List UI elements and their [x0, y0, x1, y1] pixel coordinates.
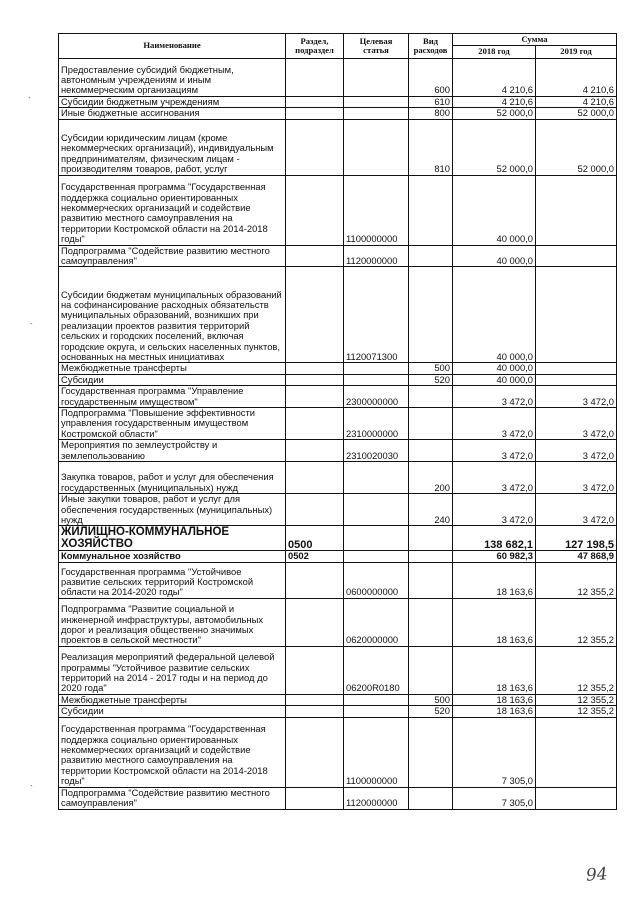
row-name: Субсидии юридическим лицам (кроме некоммерческих организаций), индивидуальным предпринимателям, физическим лицам - производителям товаров, работ, услуг: [59, 119, 286, 175]
row-section: [286, 374, 344, 385]
row-name: Закупка товаров, работ и услуг для обеспечения государственных (муниципальных) нужд: [59, 462, 286, 494]
table-row: [59, 267, 617, 363]
row-sum-2019: 12 355,2: [536, 646, 617, 694]
row-sum-2018: 52 000,0: [453, 119, 536, 175]
table-row: [59, 119, 617, 175]
row-sum-2018: 60 982,3: [453, 551, 536, 562]
row-sum-2018: 3 472,0: [453, 386, 536, 408]
margin-mark: `: [28, 96, 31, 106]
row-kind: [409, 386, 453, 408]
row-name: Предоставление субсидий бюджетным, автономным учреждениям и иным некоммерческим организациям: [59, 58, 286, 96]
row-section: [286, 108, 344, 119]
margin-mark: `: [30, 322, 33, 332]
table-row: [59, 562, 617, 598]
row-target: [344, 526, 409, 551]
table-row: [59, 175, 617, 245]
row-target: [344, 363, 409, 374]
row-kind: 500: [409, 694, 453, 705]
row-kind: 610: [409, 96, 453, 107]
table-row: [59, 440, 617, 462]
row-kind: [409, 245, 453, 267]
row-name: Государственная программа "Устойчивое развитие сельских территорий Костромской области на 2014-2020 годы": [59, 562, 286, 598]
table-row: [59, 408, 617, 440]
row-name: Подпрограмма "Содействие развитию местного самоуправления": [59, 245, 286, 267]
table-row: [59, 386, 617, 408]
row-name: Коммунальное хозяйство: [59, 551, 286, 562]
table-row: [59, 646, 617, 694]
row-sum-2018: 52 000,0: [453, 108, 536, 119]
row-sum-2018: 3 472,0: [453, 440, 536, 462]
row-target: [344, 58, 409, 96]
table-row: [59, 108, 617, 119]
row-target: 1120000000: [344, 787, 409, 809]
row-sum-2018: 40 000,0: [453, 374, 536, 385]
row-sum-2018: 7 305,0: [453, 787, 536, 809]
row-section: [286, 267, 344, 363]
row-kind: [409, 562, 453, 598]
table-row: [59, 551, 617, 562]
row-section: [286, 408, 344, 440]
row-target: [344, 108, 409, 119]
row-kind: 800: [409, 108, 453, 119]
row-name: Подпрограмма "Развитие социальной и инженерной инфраструктуры, автомобильных дорог и реализация общественно значимых проектов в сельской местности": [59, 598, 286, 646]
row-kind: 600: [409, 58, 453, 96]
row-section: 0502: [286, 551, 344, 562]
row-sum-2019: 3 472,0: [536, 386, 617, 408]
row-section: [286, 694, 344, 705]
row-kind: [409, 526, 453, 551]
row-sum-2018: 18 163,6: [453, 562, 536, 598]
table-row: [59, 526, 617, 551]
row-sum-2019: 3 472,0: [536, 408, 617, 440]
row-section: [286, 787, 344, 809]
table-row: [59, 494, 617, 526]
row-sum-2019: [536, 787, 617, 809]
margin-mark: `: [30, 784, 33, 794]
table-row: [59, 787, 617, 809]
row-target: 2300000000: [344, 386, 409, 408]
row-section: [286, 494, 344, 526]
row-name: Субсидии: [59, 374, 286, 385]
row-sum-2019: 3 472,0: [536, 462, 617, 494]
row-section: [286, 175, 344, 245]
row-kind: 810: [409, 119, 453, 175]
row-sum-2019: [536, 717, 617, 787]
row-section: [286, 598, 344, 646]
row-sum-2019: 12 355,2: [536, 694, 617, 705]
row-kind: [409, 787, 453, 809]
table-row: [59, 462, 617, 494]
row-target: 2310000000: [344, 408, 409, 440]
row-name: Государственная программа "Управление государственным имуществом": [59, 386, 286, 408]
row-name: Субсидии бюджетным учреждениям: [59, 96, 286, 107]
row-name: Межбюджетные трансферты: [59, 694, 286, 705]
row-name: Государственная программа "Государственная поддержка социально ориентированных некоммерческих организаций и содействие развитию местного самоуправления на территории Костромской области на 2014-2018 годы": [59, 717, 286, 787]
header-kind: Вид расходов: [409, 34, 453, 59]
row-sum-2018: 18 163,6: [453, 598, 536, 646]
row-sum-2019: [536, 175, 617, 245]
row-kind: [409, 717, 453, 787]
row-sum-2018: 3 472,0: [453, 494, 536, 526]
table-row: [59, 598, 617, 646]
row-sum-2018: 18 163,6: [453, 706, 536, 717]
row-kind: [409, 646, 453, 694]
row-target: 1100000000: [344, 175, 409, 245]
table-row: [59, 717, 617, 787]
row-section: [286, 363, 344, 374]
row-kind: [409, 440, 453, 462]
row-sum-2018: 7 305,0: [453, 717, 536, 787]
row-target: 0600000000: [344, 562, 409, 598]
table-row: [59, 58, 617, 96]
row-sum-2018: 40 000,0: [453, 245, 536, 267]
row-sum-2018: 40 000,0: [453, 267, 536, 363]
row-sum-2019: 52 000,0: [536, 108, 617, 119]
table-row: [59, 245, 617, 267]
row-name: Иные закупки товаров, работ и услуг для обеспечения государственных (муниципальных) нужд: [59, 494, 286, 526]
row-target: [344, 374, 409, 385]
row-name: Подпрограмма "Повышение эффективности управления государственным имуществом Костромской области": [59, 408, 286, 440]
table-row: [59, 96, 617, 107]
row-name: Мероприятия по землеустройству и землепользованию: [59, 440, 286, 462]
row-sum-2019: 3 472,0: [536, 494, 617, 526]
row-sum-2018: 40 000,0: [453, 363, 536, 374]
row-sum-2019: 52 000,0: [536, 119, 617, 175]
row-target: [344, 694, 409, 705]
row-target: 06200R0180: [344, 646, 409, 694]
row-target: 1120071300: [344, 267, 409, 363]
header-sum: Сумма: [453, 34, 617, 46]
row-target: [344, 96, 409, 107]
row-section: [286, 119, 344, 175]
row-sum-2018: 18 163,6: [453, 694, 536, 705]
row-sum-2018: 3 472,0: [453, 462, 536, 494]
row-target: [344, 494, 409, 526]
row-target: 1120000000: [344, 245, 409, 267]
row-sum-2018: 18 163,6: [453, 646, 536, 694]
row-sum-2019: [536, 374, 617, 385]
row-kind: 240: [409, 494, 453, 526]
table-row: [59, 374, 617, 385]
row-kind: 520: [409, 374, 453, 385]
row-name: Реализация мероприятий федеральной целевой программы "Устойчивое развитие сельских территорий на 2014 - 2017 годы и на период до 2020 года": [59, 646, 286, 694]
row-sum-2019: [536, 363, 617, 374]
row-sum-2019: 47 868,9: [536, 551, 617, 562]
row-kind: [409, 175, 453, 245]
row-target: [344, 119, 409, 175]
header-year-2019: 2019 год: [536, 46, 617, 58]
table-row: [59, 706, 617, 717]
table-row: [59, 363, 617, 374]
row-section: [286, 245, 344, 267]
row-kind: [409, 598, 453, 646]
row-kind: 500: [409, 363, 453, 374]
row-section: [286, 562, 344, 598]
row-kind: 200: [409, 462, 453, 494]
row-target: 1100000000: [344, 717, 409, 787]
row-sum-2019: 3 472,0: [536, 440, 617, 462]
row-sum-2018: 40 000,0: [453, 175, 536, 245]
row-sum-2019: [536, 245, 617, 267]
row-sum-2019: 12 355,2: [536, 562, 617, 598]
header-name: Наименование: [59, 34, 286, 59]
row-kind: 520: [409, 706, 453, 717]
header-section: Раздел, подраздел: [286, 34, 344, 59]
row-section: [286, 58, 344, 96]
row-section: [286, 96, 344, 107]
row-sum-2018: 3 472,0: [453, 408, 536, 440]
row-section: [286, 386, 344, 408]
row-section: [286, 646, 344, 694]
row-name: Межбюджетные трансферты: [59, 363, 286, 374]
row-sum-2018: 138 682,1: [453, 526, 536, 551]
row-sum-2018: 4 210,6: [453, 58, 536, 96]
header-year-2018: 2018 год: [453, 46, 536, 58]
row-name: ЖИЛИЩНО-КОММУНАЛЬНОЕ ХОЗЯЙСТВО: [59, 526, 286, 551]
page-number: 94: [585, 864, 609, 886]
row-section: [286, 706, 344, 717]
row-target: [344, 551, 409, 562]
row-sum-2019: 12 355,2: [536, 706, 617, 717]
row-name: Иные бюджетные ассигнования: [59, 108, 286, 119]
row-sum-2019: [536, 267, 617, 363]
row-section: [286, 462, 344, 494]
row-section: [286, 440, 344, 462]
row-name: Государственная программа "Государственная поддержка социально ориентированных некоммерческих организаций и содействие развитию местного самоуправления на территории Костромской области на 2014-2018 годы": [59, 175, 286, 245]
row-sum-2019: 4 210,6: [536, 58, 617, 96]
row-kind: [409, 551, 453, 562]
row-name: Подпрограмма "Содействие развитию местного самоуправления": [59, 787, 286, 809]
row-target: [344, 706, 409, 717]
table-row: [59, 694, 617, 705]
row-kind: [409, 408, 453, 440]
row-target: 0620000000: [344, 598, 409, 646]
row-name: Субсидии: [59, 706, 286, 717]
budget-table: [58, 33, 617, 810]
row-kind: [409, 267, 453, 363]
row-sum-2019: 4 210,6: [536, 96, 617, 107]
row-sum-2019: 127 198,5: [536, 526, 617, 551]
row-sum-2019: 12 355,2: [536, 598, 617, 646]
row-section: [286, 717, 344, 787]
header-target: Целевая статья: [344, 34, 409, 59]
row-name: Субсидии бюджетам муниципальных образований на софинансирование расходных обязательств муниципальных образований, возникших при реализации проектов развития территорий сельских и городских поселений, включая городские округа, и сельских населенных пунктов, основанных на местных инициативах: [59, 267, 286, 363]
row-target: 2310020030: [344, 440, 409, 462]
row-target: [344, 462, 409, 494]
row-sum-2018: 4 210,6: [453, 96, 536, 107]
row-section: 0500: [286, 526, 344, 551]
